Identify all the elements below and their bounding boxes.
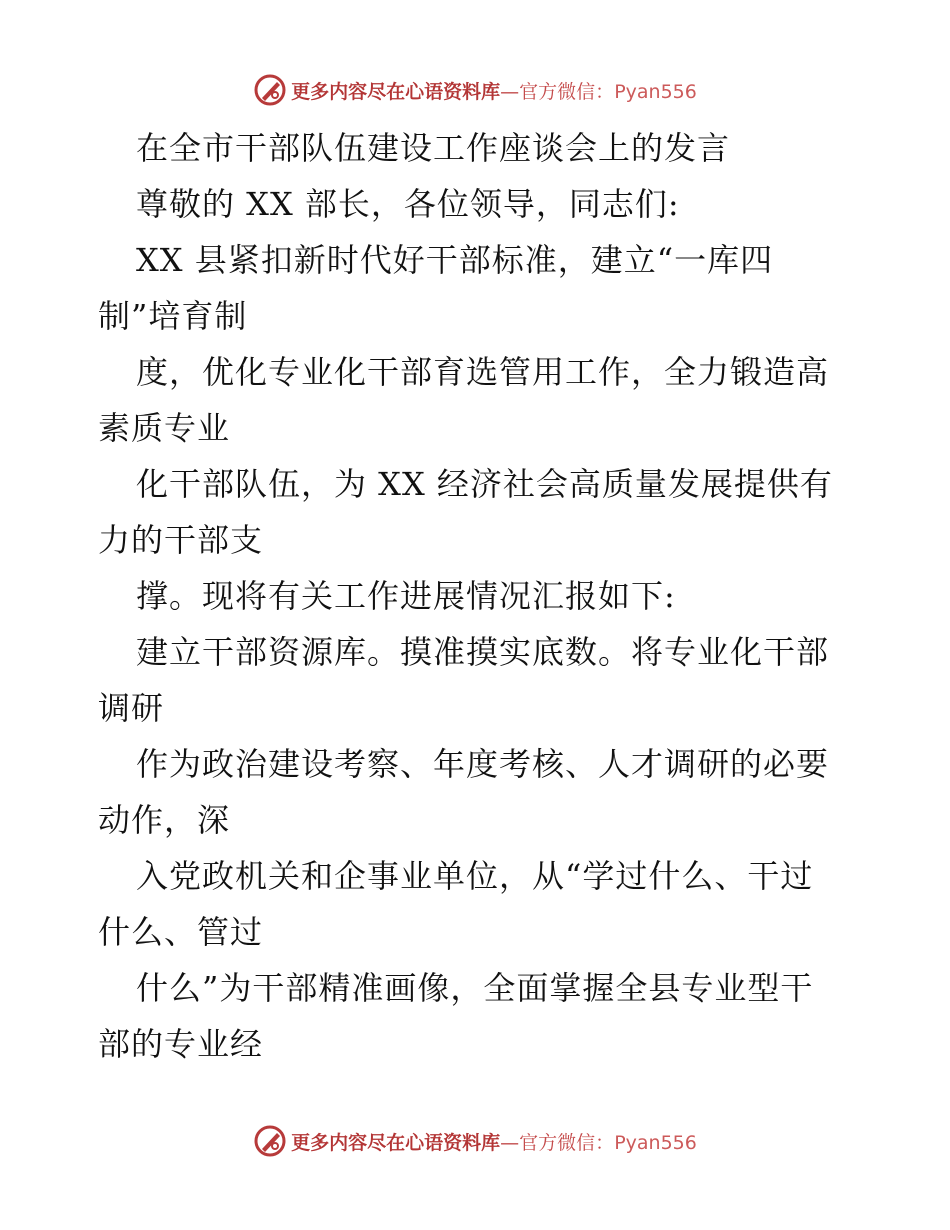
text-line: 制”培育制 xyxy=(98,297,248,335)
banner-site-name: 更多内容尽在心语资料库 xyxy=(291,80,501,103)
pen-logo-icon xyxy=(253,73,287,107)
text-line: 什么”为干部精准画像，全面掌握全县专业型干 xyxy=(136,969,814,1007)
text-line: XX 县紧扣新时代好干部标准，建立“一库四 xyxy=(136,241,774,279)
text-line: 动作，深 xyxy=(98,801,231,839)
text-line: 建立干部资源库。摸准摸实底数。将专业化干部 xyxy=(136,633,830,671)
banner-wechat-label: 官方微信： xyxy=(519,1131,615,1154)
text-line: 入党政机关和企事业单位，从“学过什么、干过 xyxy=(136,857,814,895)
text-line: 撑。现将有关工作进展情况汇报如下: xyxy=(136,577,676,615)
text-line: 度，优化专业化干部育选管用工作，全力锻造高 xyxy=(136,353,830,391)
document-title: 在全市干部队伍建设工作座谈会上的发言 xyxy=(136,129,731,167)
header-banner xyxy=(0,70,950,110)
text-line: 部的专业经 xyxy=(98,1025,264,1063)
text-line: 力的干部支 xyxy=(98,521,264,559)
text-line: 什么、管过 xyxy=(98,913,264,951)
banner-text xyxy=(291,77,697,104)
text-line: 调研 xyxy=(98,689,165,727)
salutation: 尊敬的 XX 部长，各位领导，同志们: xyxy=(136,185,680,223)
banner-wechat-id: Pyan556 xyxy=(614,80,697,103)
text-line: 化干部队伍，为 XX 经济社会高质量发展提供有 xyxy=(136,465,833,503)
pen-logo-icon xyxy=(253,1124,287,1158)
footer-banner xyxy=(0,1121,950,1161)
banner-text xyxy=(291,1128,697,1155)
banner-wechat-label: 官方微信： xyxy=(519,80,615,103)
banner-separator: — xyxy=(500,80,520,103)
document-body xyxy=(98,120,858,1072)
text-line: 素质专业 xyxy=(98,409,231,447)
banner-site-name: 更多内容尽在心语资料库 xyxy=(291,1131,501,1154)
text-line: 作为政治建设考察、年度考核、人才调研的必要 xyxy=(136,745,830,783)
banner-wechat-id: Pyan556 xyxy=(614,1131,697,1154)
banner-separator: — xyxy=(500,1131,520,1154)
